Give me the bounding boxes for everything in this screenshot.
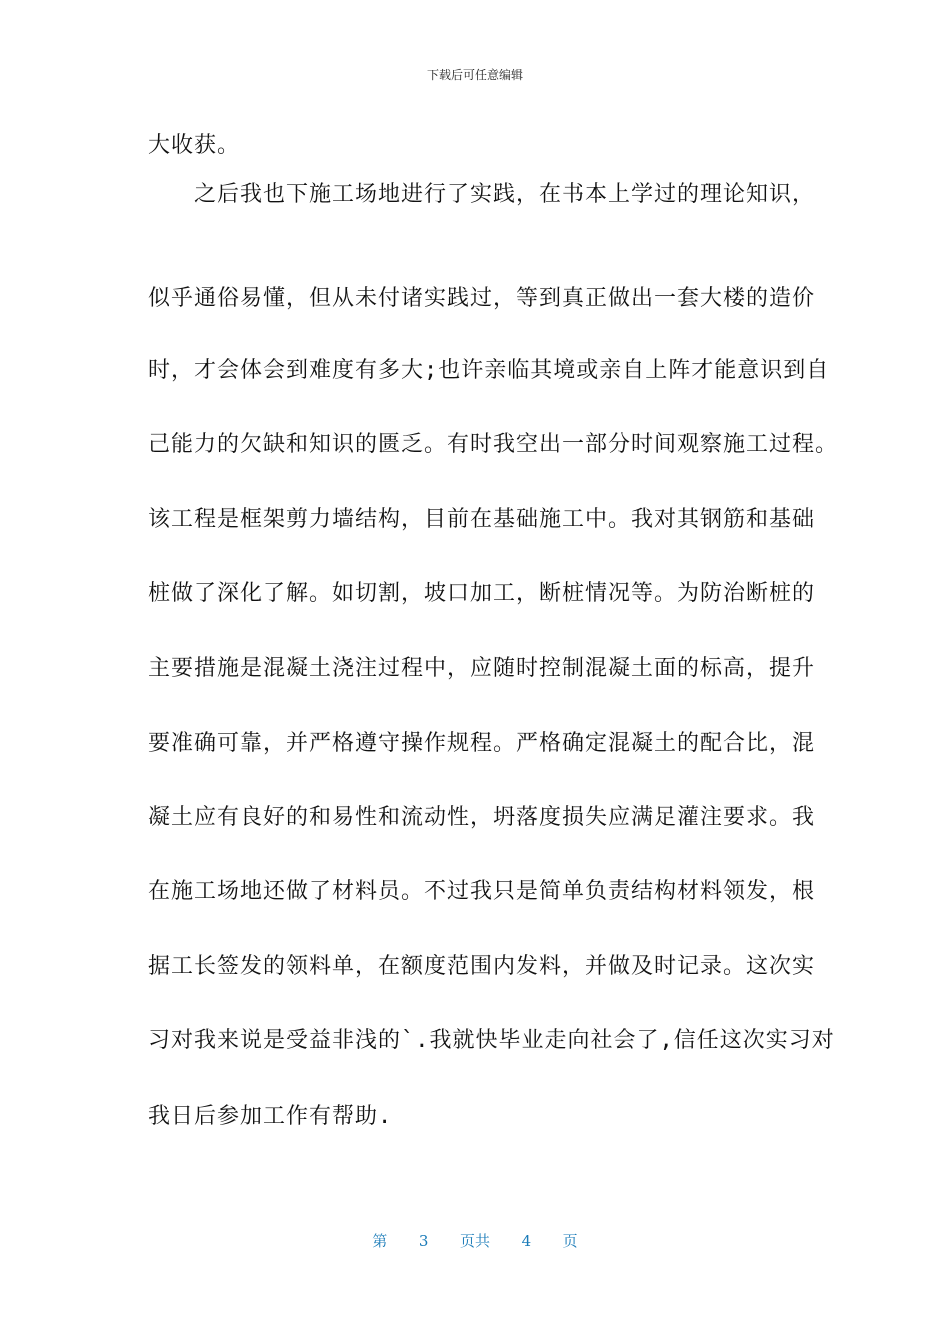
footer-page-total: 4 (521, 1232, 532, 1250)
body-line: 之后我也下施工场地进行了实践，在书本上学过的理论知识， (148, 182, 816, 207)
footer-suffix: 页 (562, 1232, 578, 1250)
footer-page-number: 3 (418, 1232, 429, 1250)
body-line: 凝土应有良好的和易性和流动性，坍落度损失应满足灌注要求。我 (148, 805, 816, 830)
body-line: 习对我来说是受益非浅的`.我就快毕业走向社会了,信任这次实习对 (148, 1028, 835, 1053)
body-line: 在施工场地还做了材料员。不过我只是简单负责结构材料领发，根 (148, 879, 816, 904)
body-line: 据工长签发的领料单，在额度范围内发料，并做及时记录。这次实 (148, 954, 816, 979)
body-line: 时，才会体会到难度有多大;也许亲临其境或亲自上阵才能意识到自 (148, 358, 830, 383)
page-footer (0, 1230, 950, 1251)
body-line: 似乎通俗易懂，但从未付诸实践过，等到真正做出一套大楼的造价 (148, 286, 816, 311)
body-line: 要准确可靠，并严格遵守操作规程。严格确定混凝土的配合比，混 (148, 731, 816, 756)
footer-prefix: 第 (372, 1232, 388, 1250)
body-line: 该工程是框架剪力墙结构，目前在基础施工中。我对其钢筋和基础 (148, 507, 816, 532)
body-line: 我日后参加工作有帮助. (148, 1104, 393, 1129)
body-line: 大收获。 (148, 133, 241, 158)
footer-middle: 页共 (459, 1232, 490, 1250)
body-line: 主要措施是混凝土浇注过程中，应随时控制混凝土面的标高，提升 (148, 656, 816, 681)
body-line: 己能力的欠缺和知识的匮乏。有时我空出一部分时间观察施工过程。 (148, 432, 839, 457)
page-header: 下载后可任意编辑 (426, 68, 523, 82)
body-line: 桩做了深化了解。如切割，坡口加工，断桩情况等。为防治断桩的 (148, 581, 816, 606)
